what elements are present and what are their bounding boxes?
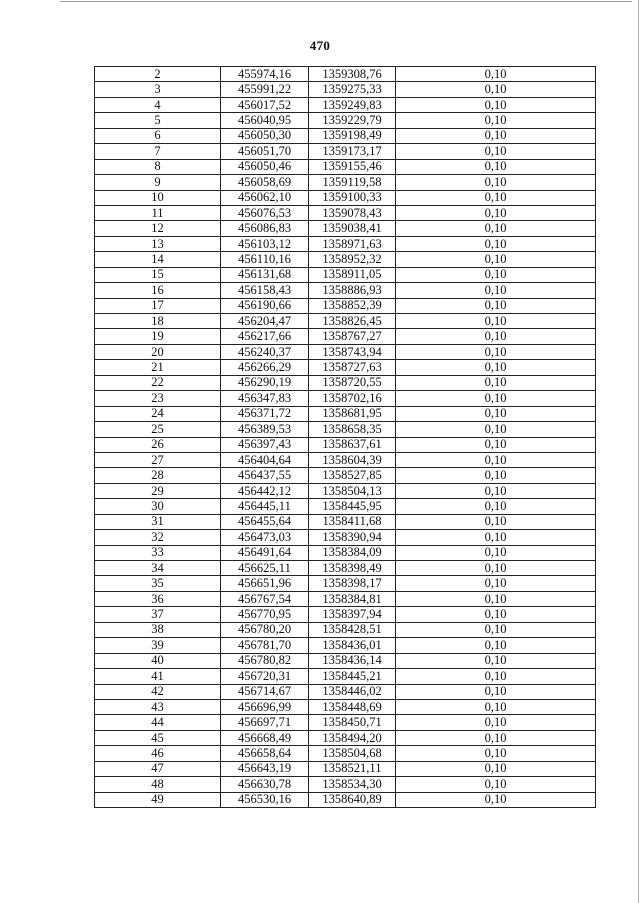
value-cell: 0,10 <box>396 67 596 82</box>
x-coordinate-cell: 456781,70 <box>221 638 309 653</box>
table-row <box>95 591 596 606</box>
point-number-cell: 5 <box>95 113 221 128</box>
table-row <box>95 67 596 82</box>
scan-edge-top <box>60 1 632 2</box>
point-number-cell: 19 <box>95 329 221 344</box>
table-row <box>95 452 596 467</box>
value-cell: 0,10 <box>396 375 596 390</box>
value-cell: 0,10 <box>396 283 596 298</box>
x-coordinate-cell: 456473,03 <box>221 530 309 545</box>
y-coordinate-cell: 1358521,11 <box>309 761 396 776</box>
value-cell: 0,10 <box>396 514 596 529</box>
table-row <box>95 298 596 313</box>
table-row <box>95 175 596 190</box>
x-coordinate-cell: 456389,53 <box>221 422 309 437</box>
table-row <box>95 144 596 159</box>
table-row <box>95 638 596 653</box>
y-coordinate-cell: 1358720,55 <box>309 375 396 390</box>
table-row <box>95 684 596 699</box>
y-coordinate-cell: 1358494,20 <box>309 730 396 745</box>
y-coordinate-cell: 1358637,61 <box>309 437 396 452</box>
x-coordinate-cell: 456240,37 <box>221 344 309 359</box>
point-number-cell: 42 <box>95 684 221 699</box>
x-coordinate-cell: 456767,54 <box>221 591 309 606</box>
table-row <box>95 113 596 128</box>
table-row <box>95 159 596 174</box>
value-cell: 0,10 <box>396 699 596 714</box>
y-coordinate-cell: 1358527,85 <box>309 468 396 483</box>
value-cell: 0,10 <box>396 298 596 313</box>
table-row <box>95 406 596 421</box>
y-coordinate-cell: 1358852,39 <box>309 298 396 313</box>
y-coordinate-cell: 1358428,51 <box>309 622 396 637</box>
coordinates-table <box>94 66 596 808</box>
x-coordinate-cell: 456780,20 <box>221 622 309 637</box>
y-coordinate-cell: 1359173,17 <box>309 144 396 159</box>
y-coordinate-cell: 1358952,32 <box>309 252 396 267</box>
point-number-cell: 7 <box>95 144 221 159</box>
value-cell: 0,10 <box>396 175 596 190</box>
x-coordinate-cell: 456371,72 <box>221 406 309 421</box>
y-coordinate-cell: 1359249,83 <box>309 97 396 112</box>
point-number-cell: 8 <box>95 159 221 174</box>
y-coordinate-cell: 1358445,21 <box>309 669 396 684</box>
y-coordinate-cell: 1358445,95 <box>309 499 396 514</box>
table-row <box>95 699 596 714</box>
value-cell: 0,10 <box>396 221 596 236</box>
value-cell: 0,10 <box>396 314 596 329</box>
x-coordinate-cell: 456651,96 <box>221 576 309 591</box>
y-coordinate-cell: 1358436,14 <box>309 653 396 668</box>
value-cell: 0,10 <box>396 267 596 282</box>
y-coordinate-cell: 1359229,79 <box>309 113 396 128</box>
value-cell: 0,10 <box>396 591 596 606</box>
y-coordinate-cell: 1358767,27 <box>309 329 396 344</box>
point-number-cell: 4 <box>95 97 221 112</box>
point-number-cell: 12 <box>95 221 221 236</box>
value-cell: 0,10 <box>396 653 596 668</box>
x-coordinate-cell: 456190,66 <box>221 298 309 313</box>
point-number-cell: 24 <box>95 406 221 421</box>
value-cell: 0,10 <box>396 468 596 483</box>
point-number-cell: 37 <box>95 607 221 622</box>
y-coordinate-cell: 1358450,71 <box>309 715 396 730</box>
y-coordinate-cell: 1358436,01 <box>309 638 396 653</box>
y-coordinate-cell: 1358504,68 <box>309 746 396 761</box>
value-cell: 0,10 <box>396 159 596 174</box>
x-coordinate-cell: 456110,16 <box>221 252 309 267</box>
x-coordinate-cell: 456658,64 <box>221 746 309 761</box>
x-coordinate-cell: 456714,67 <box>221 684 309 699</box>
point-number-cell: 39 <box>95 638 221 653</box>
y-coordinate-cell: 1359155,46 <box>309 159 396 174</box>
y-coordinate-cell: 1359038,41 <box>309 221 396 236</box>
value-cell: 0,10 <box>396 128 596 143</box>
value-cell: 0,10 <box>396 761 596 776</box>
value-cell: 0,10 <box>396 252 596 267</box>
x-coordinate-cell: 456076,53 <box>221 205 309 220</box>
table-row <box>95 391 596 406</box>
table-row <box>95 221 596 236</box>
x-coordinate-cell: 456217,66 <box>221 329 309 344</box>
point-number-cell: 44 <box>95 715 221 730</box>
y-coordinate-cell: 1358640,89 <box>309 792 396 807</box>
value-cell: 0,10 <box>396 792 596 807</box>
y-coordinate-cell: 1358390,94 <box>309 530 396 545</box>
value-cell: 0,10 <box>396 144 596 159</box>
table-row <box>95 607 596 622</box>
y-coordinate-cell: 1358681,95 <box>309 406 396 421</box>
point-number-cell: 41 <box>95 669 221 684</box>
table-row <box>95 97 596 112</box>
point-number-cell: 28 <box>95 468 221 483</box>
y-coordinate-cell: 1358398,49 <box>309 561 396 576</box>
point-number-cell: 2 <box>95 67 221 82</box>
table-row <box>95 128 596 143</box>
x-coordinate-cell: 456630,78 <box>221 777 309 792</box>
point-number-cell: 43 <box>95 699 221 714</box>
value-cell: 0,10 <box>396 360 596 375</box>
value-cell: 0,10 <box>396 561 596 576</box>
page-number: 470 <box>309 38 331 53</box>
y-coordinate-cell: 1358604,39 <box>309 452 396 467</box>
value-cell: 0,10 <box>396 545 596 560</box>
table-row <box>95 468 596 483</box>
table-row <box>95 777 596 792</box>
table-row <box>95 746 596 761</box>
x-coordinate-cell: 456158,43 <box>221 283 309 298</box>
value-cell: 0,10 <box>396 715 596 730</box>
table-row <box>95 499 596 514</box>
x-coordinate-cell: 456051,70 <box>221 144 309 159</box>
x-coordinate-cell: 456491,64 <box>221 545 309 560</box>
x-coordinate-cell: 455974,16 <box>221 67 309 82</box>
y-coordinate-cell: 1358743,94 <box>309 344 396 359</box>
value-cell: 0,10 <box>396 669 596 684</box>
value-cell: 0,10 <box>396 190 596 205</box>
y-coordinate-cell: 1359308,76 <box>309 67 396 82</box>
point-number-cell: 26 <box>95 437 221 452</box>
point-number-cell: 15 <box>95 267 221 282</box>
y-coordinate-cell: 1358658,35 <box>309 422 396 437</box>
value-cell: 0,10 <box>396 82 596 97</box>
x-coordinate-cell: 456040,95 <box>221 113 309 128</box>
y-coordinate-cell: 1359119,58 <box>309 175 396 190</box>
x-coordinate-cell: 456696,99 <box>221 699 309 714</box>
x-coordinate-cell: 456131,68 <box>221 267 309 282</box>
value-cell: 0,10 <box>396 777 596 792</box>
table-row <box>95 483 596 498</box>
table-row <box>95 653 596 668</box>
x-coordinate-cell: 456625,11 <box>221 561 309 576</box>
point-number-cell: 33 <box>95 545 221 560</box>
y-coordinate-cell: 1358446,02 <box>309 684 396 699</box>
point-number-cell: 32 <box>95 530 221 545</box>
x-coordinate-cell: 456780,82 <box>221 653 309 668</box>
table-row <box>95 761 596 776</box>
y-coordinate-cell: 1359275,33 <box>309 82 396 97</box>
point-number-cell: 13 <box>95 236 221 251</box>
point-number-cell: 14 <box>95 252 221 267</box>
point-number-cell: 30 <box>95 499 221 514</box>
y-coordinate-cell: 1358398,17 <box>309 576 396 591</box>
x-coordinate-cell: 456058,69 <box>221 175 309 190</box>
x-coordinate-cell: 456050,30 <box>221 128 309 143</box>
value-cell: 0,10 <box>396 452 596 467</box>
y-coordinate-cell: 1358448,69 <box>309 699 396 714</box>
value-cell: 0,10 <box>396 406 596 421</box>
x-coordinate-cell: 456017,52 <box>221 97 309 112</box>
x-coordinate-cell: 456086,83 <box>221 221 309 236</box>
value-cell: 0,10 <box>396 97 596 112</box>
y-coordinate-cell: 1358534,30 <box>309 777 396 792</box>
value-cell: 0,10 <box>396 607 596 622</box>
y-coordinate-cell: 1359198,49 <box>309 128 396 143</box>
value-cell: 0,10 <box>396 684 596 699</box>
table-row <box>95 283 596 298</box>
x-coordinate-cell: 456770,95 <box>221 607 309 622</box>
table-row <box>95 314 596 329</box>
point-number-cell: 46 <box>95 746 221 761</box>
point-number-cell: 36 <box>95 591 221 606</box>
point-number-cell: 35 <box>95 576 221 591</box>
y-coordinate-cell: 1358826,45 <box>309 314 396 329</box>
value-cell: 0,10 <box>396 483 596 498</box>
table-row <box>95 622 596 637</box>
table-row <box>95 576 596 591</box>
x-coordinate-cell: 456062,10 <box>221 190 309 205</box>
y-coordinate-cell: 1358397,94 <box>309 607 396 622</box>
x-coordinate-cell: 456455,64 <box>221 514 309 529</box>
y-coordinate-cell: 1358384,09 <box>309 545 396 560</box>
value-cell: 0,10 <box>396 622 596 637</box>
point-number-cell: 22 <box>95 375 221 390</box>
point-number-cell: 16 <box>95 283 221 298</box>
scan-edge-right <box>638 0 639 903</box>
table-row <box>95 252 596 267</box>
y-coordinate-cell: 1358911,05 <box>309 267 396 282</box>
x-coordinate-cell: 456437,55 <box>221 468 309 483</box>
table-row <box>95 236 596 251</box>
value-cell: 0,10 <box>396 638 596 653</box>
value-cell: 0,10 <box>396 329 596 344</box>
point-number-cell: 48 <box>95 777 221 792</box>
table-row <box>95 514 596 529</box>
point-number-cell: 11 <box>95 205 221 220</box>
point-number-cell: 25 <box>95 422 221 437</box>
point-number-cell: 20 <box>95 344 221 359</box>
table-row <box>95 422 596 437</box>
point-number-cell: 31 <box>95 514 221 529</box>
table-row <box>95 82 596 97</box>
point-number-cell: 45 <box>95 730 221 745</box>
y-coordinate-cell: 1358411,68 <box>309 514 396 529</box>
table-row <box>95 669 596 684</box>
point-number-cell: 9 <box>95 175 221 190</box>
value-cell: 0,10 <box>396 730 596 745</box>
y-coordinate-cell: 1358702,16 <box>309 391 396 406</box>
x-coordinate-cell: 456697,71 <box>221 715 309 730</box>
x-coordinate-cell: 456266,29 <box>221 360 309 375</box>
point-number-cell: 40 <box>95 653 221 668</box>
value-cell: 0,10 <box>396 530 596 545</box>
value-cell: 0,10 <box>396 236 596 251</box>
x-coordinate-cell: 456404,64 <box>221 452 309 467</box>
point-number-cell: 18 <box>95 314 221 329</box>
x-coordinate-cell: 455991,22 <box>221 82 309 97</box>
y-coordinate-cell: 1359100,33 <box>309 190 396 205</box>
point-number-cell: 47 <box>95 761 221 776</box>
x-coordinate-cell: 456347,83 <box>221 391 309 406</box>
y-coordinate-cell: 1359078,43 <box>309 205 396 220</box>
value-cell: 0,10 <box>396 344 596 359</box>
value-cell: 0,10 <box>396 113 596 128</box>
point-number-cell: 34 <box>95 561 221 576</box>
point-number-cell: 27 <box>95 452 221 467</box>
y-coordinate-cell: 1358971,63 <box>309 236 396 251</box>
x-coordinate-cell: 456530,16 <box>221 792 309 807</box>
table-row <box>95 530 596 545</box>
y-coordinate-cell: 1358504,13 <box>309 483 396 498</box>
value-cell: 0,10 <box>396 437 596 452</box>
y-coordinate-cell: 1358727,63 <box>309 360 396 375</box>
point-number-cell: 3 <box>95 82 221 97</box>
table-row <box>95 715 596 730</box>
point-number-cell: 49 <box>95 792 221 807</box>
x-coordinate-cell: 456050,46 <box>221 159 309 174</box>
value-cell: 0,10 <box>396 391 596 406</box>
coordinates-table-body <box>95 67 596 808</box>
value-cell: 0,10 <box>396 576 596 591</box>
table-row <box>95 545 596 560</box>
y-coordinate-cell: 1358384,81 <box>309 591 396 606</box>
x-coordinate-cell: 456445,11 <box>221 499 309 514</box>
table-row <box>95 360 596 375</box>
point-number-cell: 29 <box>95 483 221 498</box>
table-row <box>95 437 596 452</box>
table-row <box>95 730 596 745</box>
table-row <box>95 205 596 220</box>
point-number-cell: 10 <box>95 190 221 205</box>
value-cell: 0,10 <box>396 205 596 220</box>
x-coordinate-cell: 456668,49 <box>221 730 309 745</box>
x-coordinate-cell: 456103,12 <box>221 236 309 251</box>
point-number-cell: 23 <box>95 391 221 406</box>
x-coordinate-cell: 456397,43 <box>221 437 309 452</box>
value-cell: 0,10 <box>396 422 596 437</box>
x-coordinate-cell: 456442,12 <box>221 483 309 498</box>
table-row <box>95 267 596 282</box>
x-coordinate-cell: 456720,31 <box>221 669 309 684</box>
x-coordinate-cell: 456290,19 <box>221 375 309 390</box>
point-number-cell: 17 <box>95 298 221 313</box>
point-number-cell: 38 <box>95 622 221 637</box>
point-number-cell: 21 <box>95 360 221 375</box>
table-row <box>95 329 596 344</box>
x-coordinate-cell: 456643,19 <box>221 761 309 776</box>
point-number-cell: 6 <box>95 128 221 143</box>
table-row <box>95 792 596 807</box>
table-row <box>95 190 596 205</box>
value-cell: 0,10 <box>396 499 596 514</box>
value-cell: 0,10 <box>396 746 596 761</box>
y-coordinate-cell: 1358886,93 <box>309 283 396 298</box>
table-row <box>95 344 596 359</box>
table-row <box>95 375 596 390</box>
table-row <box>95 561 596 576</box>
x-coordinate-cell: 456204,47 <box>221 314 309 329</box>
